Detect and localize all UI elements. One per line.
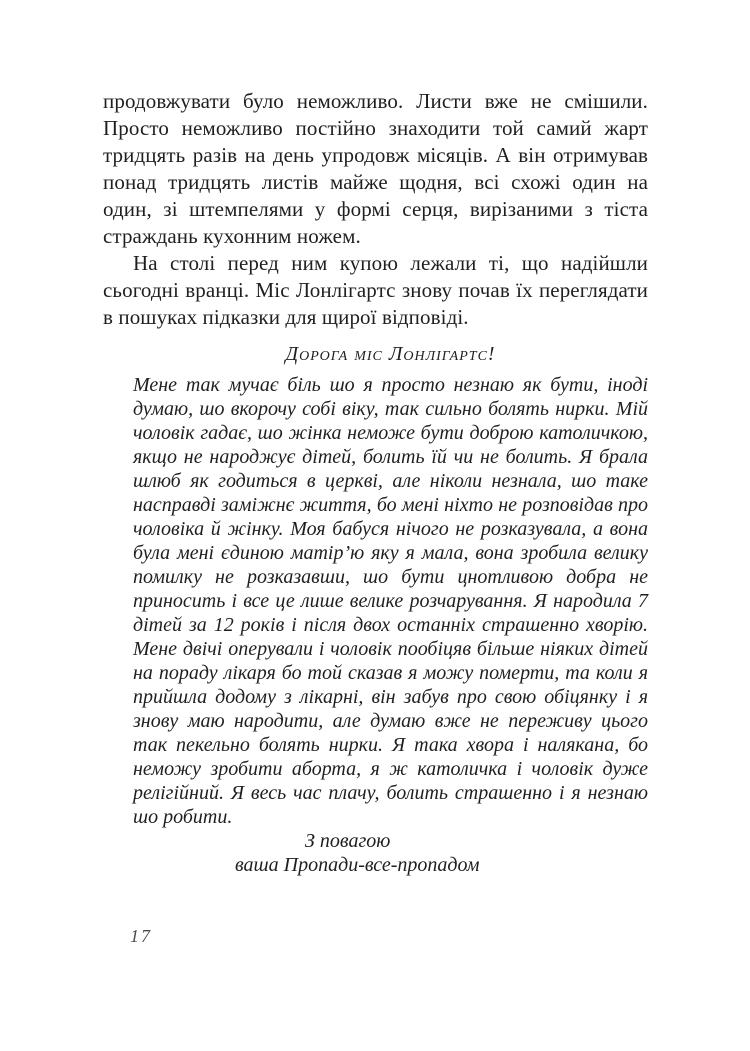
- letter-salutation: Дорога міс Лонлігартс!: [285, 343, 496, 365]
- letter-body: Мене так мучає біль шо я просто незнаю як бути, іноді думаю, шо вкорочу собі віку, так сильно болять нирки. Мій чоловік гадає, шо жінка неможе бути доброю католичкою, якщо не народжує дітей, болить їй чи не болить. Я брала шлюб як годиться в церкві, але ніколи незнала, шо таке насправді заміжнє життя, бо мені ніхто не розповідав про чоловіка й жінку. Моя бабуся нічого не розказувала, а вона була мені єдиною матір’ю яку я мала, вона зробила велику помилку не розказавши, шо бути цнотливою добра не приносить і все це лише велике розчарування. Я народила 7 дітей за 12 років і після двох останніх страшенно хворію. Мене двічі оперували і чоловік пообіцяв більше ніяких дітей на пораду лікаря бо той сказав я можу померти, та коли я прийшла додому з лікарні, він забув про свою обіцянку і я знову маю народити, але думаю вже не переживу цього так пекельно болять нирки. Я така хвора і налякана, бо неможу зробити аборта, я ж католичка і чоловік дуже релігійний. Я весь час плачу, болить страшенно і я незнаю шо робити.: [133, 374, 648, 828]
- narrative-paragraph-continuation: продовжувати було неможливо. Листи вже не смішили. Просто неможливо постійно знаходити той самий жарт тридцять разів на день упродовж місяців. А він отримував понад тридцять листів майже щодня, всі схожі один на один, зі штемпелями у формі серця, вирізаними з тіста страждань кухонним ножем.: [103, 89, 648, 248]
- text-column: [103, 88, 648, 877]
- narrative-paragraph: На столі перед ним купою лежали ті, що надійшли сьогодні вранці. Міс Лонлігартс знову почав їх переглядати в пошуках підказки для щирої відповіді.: [103, 251, 648, 329]
- page-number: 17: [130, 926, 152, 946]
- letter-valediction: З повагою: [305, 830, 391, 852]
- letter-block: [133, 343, 648, 877]
- letter-signature: ваша Пропади-все-пропадом: [235, 854, 480, 876]
